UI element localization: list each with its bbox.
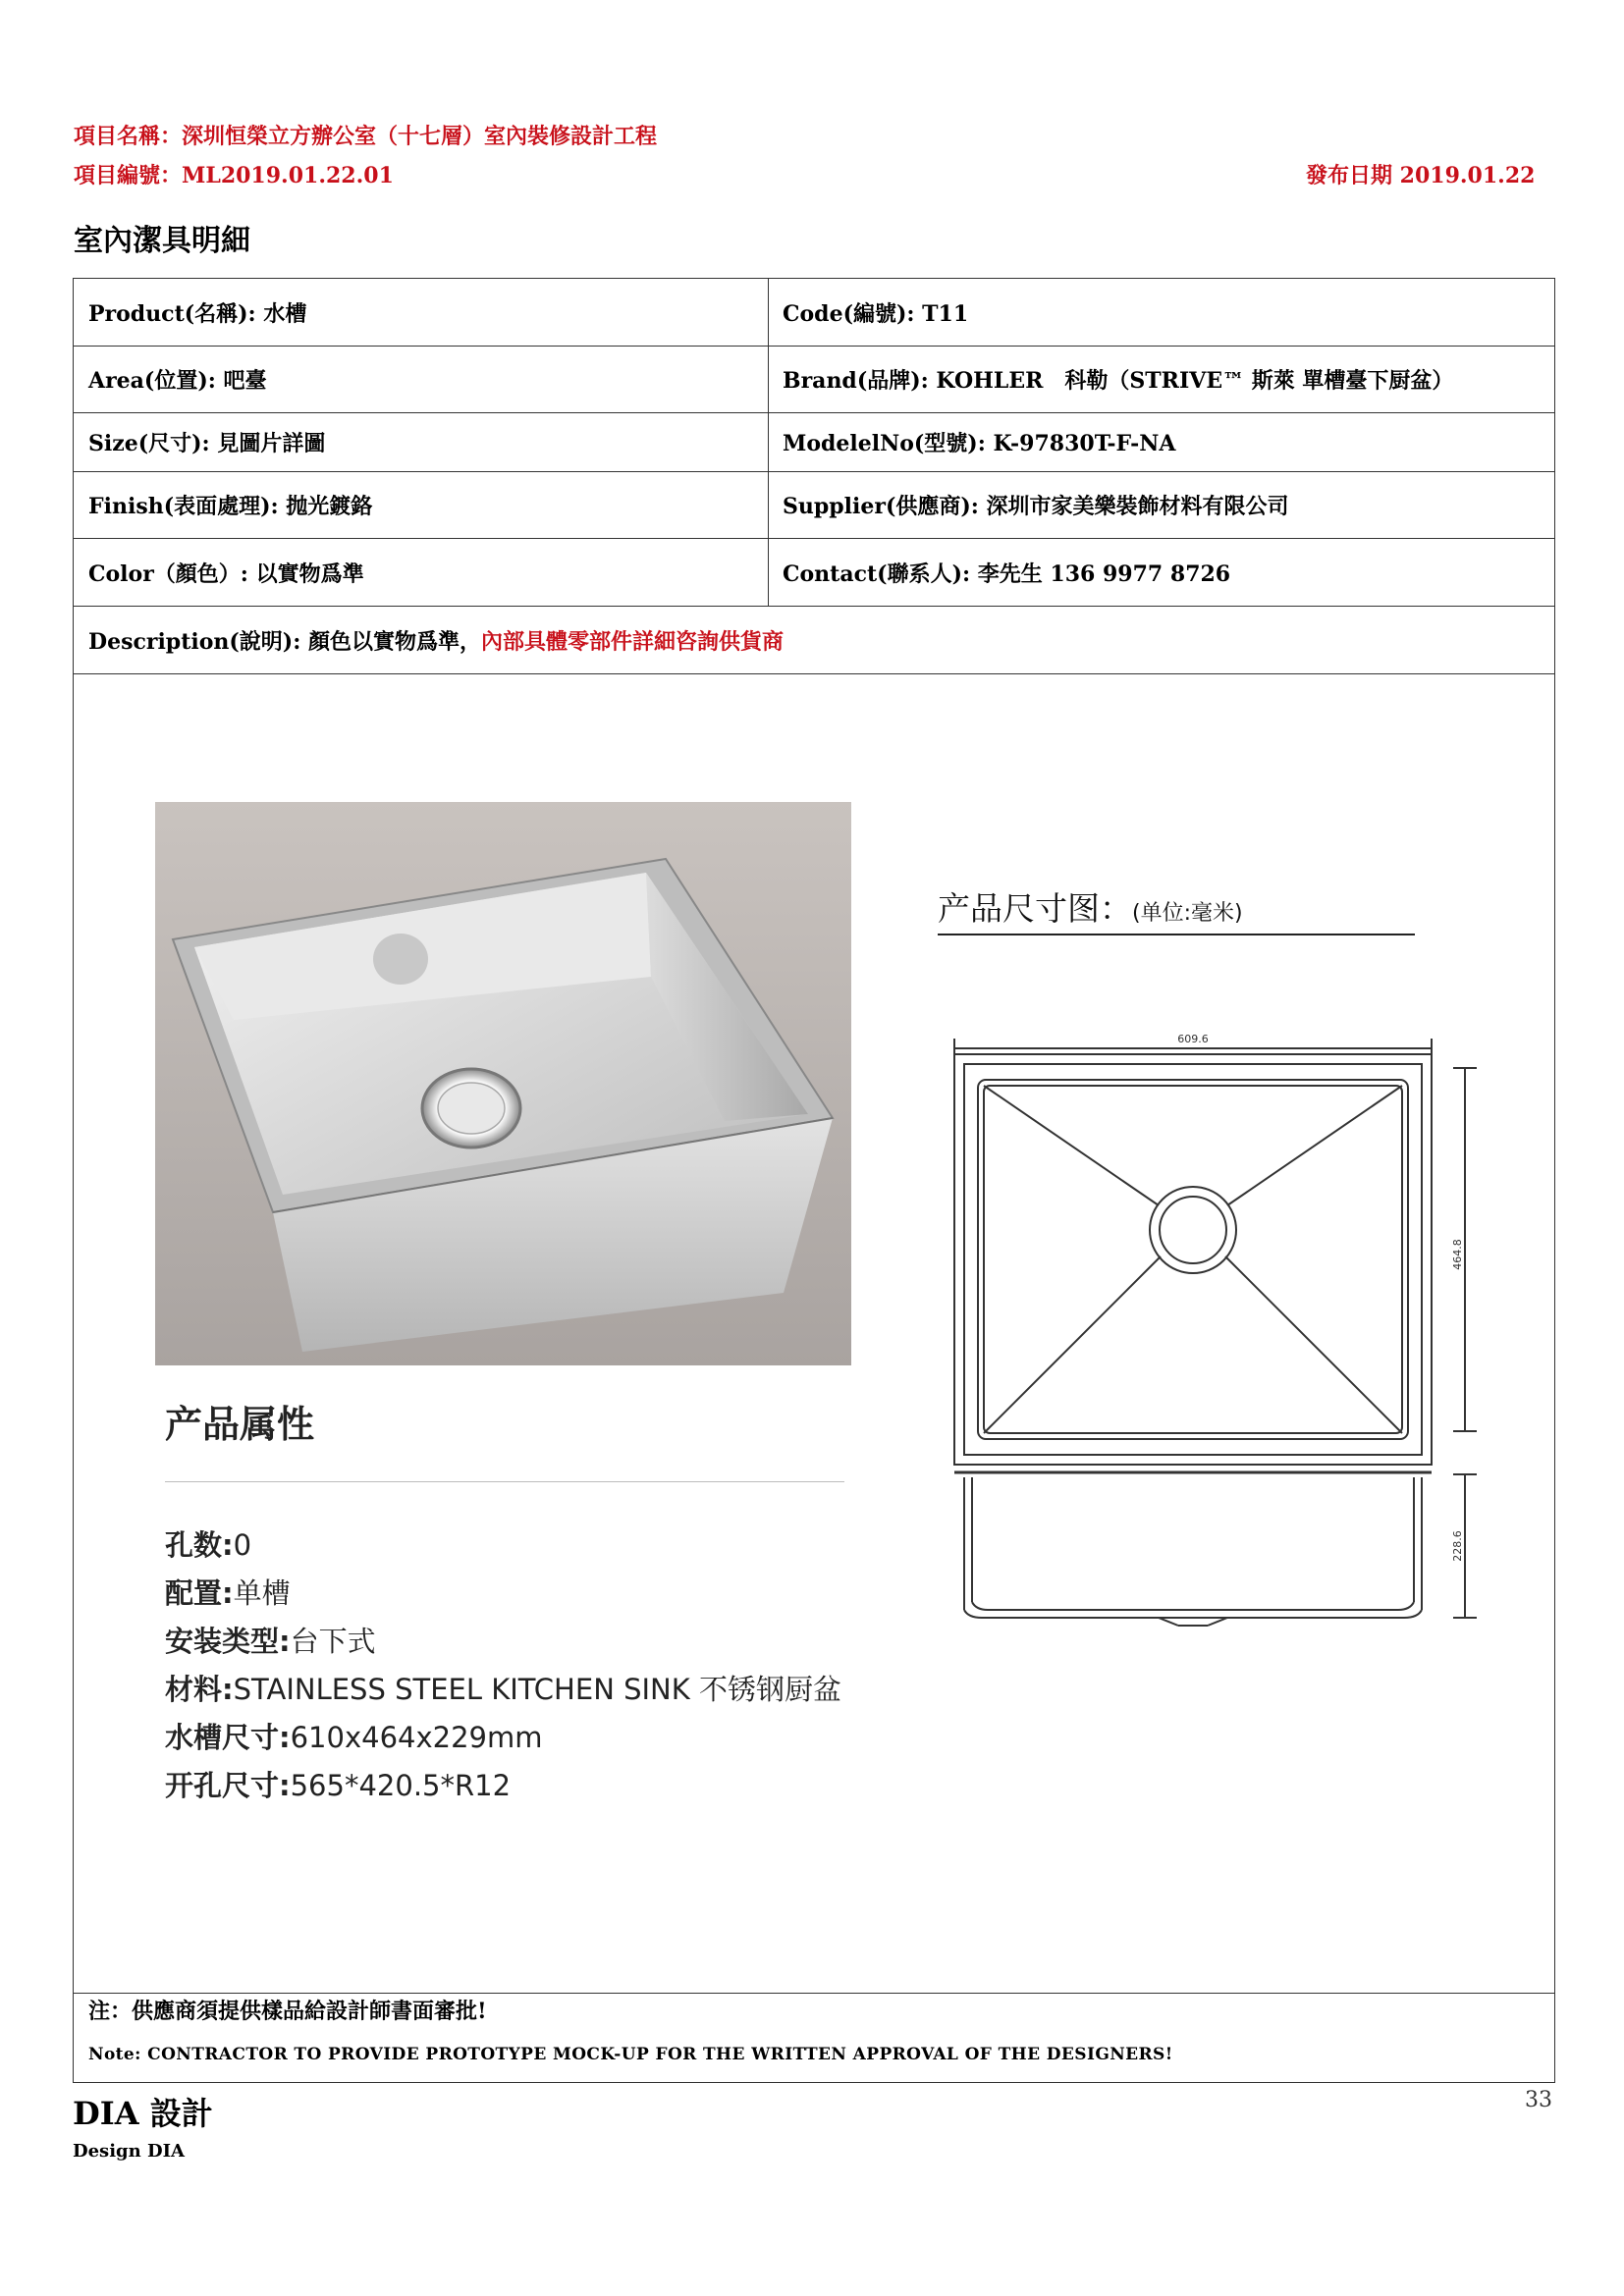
properties-divider [165,1481,844,1482]
color-cell: Color（顏色）: 以實物爲準 [88,561,364,587]
note-english: Note: CONTRACTOR TO PROVIDE PROTOTYPE MOCK-UP FOR THE WRITTEN APPROVAL OF THE DESIGNERS! [88,2045,1173,2064]
spec-row-area [74,347,1554,413]
description-highlight: 內部具體零部件詳細咨詢供貨商 [480,628,784,655]
size-cell: Size(尺寸): 見圖片詳圖 [88,431,326,456]
spec-row-finish [74,472,1554,539]
section-title: 室內潔具明細 [74,224,250,258]
dimension-title: 产品尺寸图：(单位:毫米) [938,889,1243,928]
width-dimension-label: 609.6 [1177,1033,1209,1045]
depth-dimension-label: 464.8 [1451,1239,1464,1270]
project-name: 項目名稱：深圳恒榮立方辦公室（十七層）室內裝修設計工程 [74,124,658,149]
spec-row-product [74,279,1554,347]
spec-row-color [74,539,1554,607]
properties-title: 产品属性 [165,1403,315,1446]
product-cell: Product(名稱): 水槽 [88,300,307,327]
supplier-cell: Supplier(供應商): 深圳市家美樂裝飾材料有限公司 [783,494,1289,519]
model-cell: ModelelNo(型號): K-97830T-F-NA [783,431,1176,456]
code-cell: Code(編號): T11 [783,300,969,327]
property-config: 配置:单槽 [165,1576,291,1610]
height-dimension-label: 228.6 [1451,1530,1464,1562]
property-cutout-size: 开孔尺寸:565*420.5*R12 [165,1769,512,1802]
dimension-drawing [943,1021,1492,1669]
property-material: 材料:STAINLESS STEEL KITCHEN SINK 不锈钢厨盆 [165,1673,841,1706]
issue-date: 發布日期 2019.01.22 [1306,163,1536,188]
property-install-type: 安装类型:台下式 [165,1625,376,1658]
spec-row-size [74,413,1554,472]
description-cell [74,607,1554,673]
brand-cell: Brand(品牌): KOHLER 科勒（STRIVE™ 斯萊 單槽臺下厨盆） [783,368,1454,394]
notes-divider [74,1992,1554,1994]
dimension-title-rule [938,934,1415,935]
property-sink-size: 水槽尺寸:610x464x229mm [165,1721,543,1754]
footer-logo: DIA 設計 [73,2095,213,2132]
area-cell: Area(位置): 吧臺 [88,368,267,394]
contact-cell: Contact(聯系人): 李先生 136 9977 8726 [783,561,1231,587]
project-number: 項目編號：ML2019.01.22.01 [74,163,394,188]
note-chinese: 注：供應商須提供樣品給設計師書面審批! [88,1999,487,2024]
spec-row-description [74,607,1554,674]
page-number: 33 [1525,2088,1552,2112]
footer-subtitle: Design DIA [73,2141,185,2162]
finish-cell: Finish(表面處理): 抛光鍍鉻 [88,494,373,519]
description-label: Description(說明): 顏色以實物爲準， [88,628,481,655]
product-photo [155,802,851,1365]
property-holes: 孔数:0 [165,1528,252,1562]
